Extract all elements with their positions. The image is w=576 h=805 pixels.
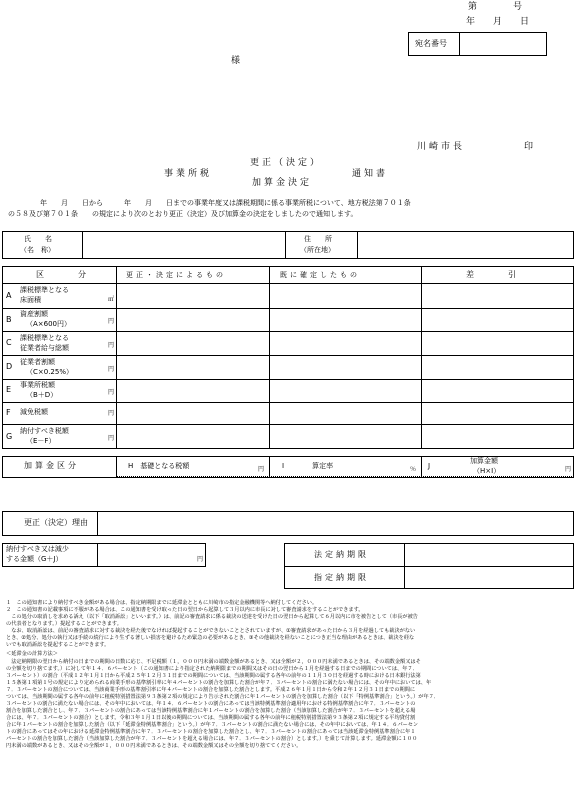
reason-label: 更正（決定）理由 xyxy=(24,518,88,527)
addition-amount-letter: J xyxy=(428,462,431,470)
row-b-label-1: 資産割額 xyxy=(20,310,48,318)
name-label-1: 氏 名 xyxy=(24,235,52,243)
row-c-unit: 円 xyxy=(108,342,115,349)
calc-line: 円未満の端数があるとき、又はその全額が１，０００円未満であるときは、その端数金額又はその全額を切り捨ててください。 xyxy=(6,743,302,749)
addressee-number-field[interactable] xyxy=(459,33,546,55)
base-tax-unit: 円 xyxy=(258,466,265,473)
address-label-1: 住 所 xyxy=(304,235,332,243)
designated-deadline-label: 指定納期限 xyxy=(314,573,369,582)
row-c-letter: C xyxy=(6,338,12,347)
note-line: なお、取消訴訟は、前記の審査請求に対する裁決を経た後でなければ提起することができないこととされていますが、①審査請求があった日から３月を経過しても裁決がない xyxy=(6,628,416,634)
row-d-label-2: （C×0.25%） xyxy=(26,368,73,376)
calc-line: ７．３パーセントの割合については、当該商業手形の基準割引率に年４パーセントの割合を加算した割合とします。平成２６年１月１日から令和２年１２月３１日までの期間に xyxy=(6,687,416,693)
calc-line: 割合を加算した割合とし、年７．３パーセントの割合にあっては当該特例基準割合に年１パーセントの割合を加算した割合（当該加算した割合が年７．３パーセントを超える場 xyxy=(6,708,416,714)
addition-amount-unit: 円 xyxy=(565,466,572,473)
row-e-letter: E xyxy=(6,385,12,394)
note-line: この処分の取消しを求める訴え（以下「取消訴訟」といいます。）は、前記の審査請求に係る裁決の送達を受けた日の翌日から起算して６月以内に市を被告として（市長が被告 xyxy=(6,614,418,620)
calc-line: パーセントの割合を加算した割合（当該加算した割合が年７．３パーセントを超える場合には、年７．３パーセントの割合）とします。）を乗じて計算します。延滞金額に１００ xyxy=(6,736,418,742)
note-line: １ この通知書により納付すべき金額がある場合は、指定納期限までに延滞金とともに川崎市の指定金融機関等へ納付してください。 xyxy=(6,600,318,606)
col-header-difference: 差 引 xyxy=(466,270,522,279)
legal-deadline-label: 法定納期限 xyxy=(314,550,369,559)
issuer-seal: 印 xyxy=(524,142,534,152)
note-line: ２ この通知書の記載事項に不服がある場合は、この通知書を受け取った日の翌日から起算して３月以内に市長に対して審査請求をすることができます。 xyxy=(6,607,364,613)
note-line: いでも取消訴訟を提起することができます。 xyxy=(6,642,110,648)
issuer-name: 川崎市長 xyxy=(417,142,466,152)
reason-field[interactable] xyxy=(98,512,573,535)
addition-category-label: 加算金区分 xyxy=(24,461,79,470)
row-a-letter: A xyxy=(6,291,12,300)
calc-line: １５条第１項第１号の規定により定められる商業手形の基準割引率に年４パーセントの割合を加算した割合が年７．３パーセントの割合に満たない場合には、その年中においては、年 xyxy=(6,680,432,686)
calc-line: トの割合にあってはその年における延滞金特例基準割合に年７．３パーセントの割合を加算した割合とし、年７．３パーセントの割合にあっては当該延滞金特例基準割合に年１ xyxy=(6,729,416,735)
legal-deadline-field[interactable] xyxy=(405,544,573,565)
calc-heading: ＜延滞金の計算方法＞ xyxy=(6,651,58,657)
row-d-label-1: 従業者割額 xyxy=(20,358,55,366)
row-b-unit: 円 xyxy=(108,318,115,325)
note-line: の代表者となります。）提起することができます。 xyxy=(6,621,122,627)
notice-date: 年 月 日 xyxy=(466,17,530,27)
name-field[interactable] xyxy=(83,232,284,258)
row-g-letter: G xyxy=(6,432,13,441)
address-field[interactable] xyxy=(358,232,573,258)
row-b-label-2: （A×600円） xyxy=(26,320,72,328)
row-a-label-1: 課税標準となる xyxy=(20,286,69,294)
row-f-letter: F xyxy=(6,408,11,417)
rate-label: I 算定率 xyxy=(282,462,334,470)
row-e-unit: 円 xyxy=(108,389,115,396)
intro-line-1: 年 月 日から 年 月 日までの事業年度又は課税期間に係る事業所税について、地方税法第７０１条 xyxy=(40,199,411,207)
payment-amount-label-2: する金額（G＋J） xyxy=(6,555,63,563)
tax-table xyxy=(2,266,574,449)
intro-line-2: の５８及び第７０１条 の規定により次のとおり更正（決定）及び加算金の決定をしましたので通知します。 xyxy=(8,210,358,218)
notice-number: 第 号 xyxy=(468,2,523,12)
payment-amount-label-1: 納付すべき又は減少 xyxy=(6,545,69,553)
row-g-unit: 円 xyxy=(108,435,115,442)
row-d-unit: 円 xyxy=(108,366,115,373)
honorific: 様 xyxy=(231,56,241,66)
base-tax-label: H 基礎となる税額 xyxy=(128,462,190,470)
addition-amount-label-1: 加算金額 xyxy=(470,457,498,465)
row-g-label-2: （E－F） xyxy=(26,437,56,445)
title-lower: 加算金決定 xyxy=(252,178,313,188)
calc-line: ３パーセントの割合に満たない場合には、その年中においては、年１４．６パーセントの割合にあっては当該特例基準割合適用年における特例基準割合に年７．３パーセントの xyxy=(6,701,416,707)
designated-deadline-field[interactable] xyxy=(405,567,573,588)
title-left: 事業所税 xyxy=(164,169,213,179)
payment-amount-unit: 円 xyxy=(197,556,204,563)
title-upper: 更正（決定） xyxy=(250,158,323,168)
col-header-revised: 更正・決定によるもの xyxy=(126,271,226,279)
calc-line: 法定納期限の翌日から納付の日までの期間の日数に応じ、不足税額（１，０００円未満の端数金額があるとき、又は全額が２，０００円未満であるときは、その端数金額又はそ xyxy=(6,659,421,665)
calc-line: の全額を切り捨てます。）に対して年１４．６パーセント（この通知書により指定された納期限までの期間又はその日の翌日から１月を経過する日までの期間については、年７． xyxy=(6,666,418,672)
row-e-label-1: 事業所税額 xyxy=(20,381,55,389)
col-header-confirmed: 既に確定したもの xyxy=(280,271,360,279)
row-f-label-1: 減免税額 xyxy=(20,408,48,416)
rate-unit: ％ xyxy=(410,466,417,473)
calc-line: ３パーセント）の割合（平成１２年１月１日から平成２５年１２月３１日までの期間については、当該期間の属する各年の前年の１１月３０日を経過する時における日本銀行法第 xyxy=(6,673,421,679)
addressee-number-label: 宛名番号 xyxy=(415,39,447,48)
row-f-unit: 円 xyxy=(108,410,115,417)
address-label-2: （所在地） xyxy=(300,246,335,254)
row-c-label-2: 従業者給与総額 xyxy=(20,344,69,352)
row-e-label-2: （B＋D） xyxy=(26,391,58,399)
row-b-letter: B xyxy=(6,315,12,324)
title-right: 通知書 xyxy=(352,169,389,179)
calc-line: 合に年１パーセントの割合を加算した割合（以下「延滞金特例基準割合」という。）が年７．３パーセントの割合に満たない場合には、その年中においては、年１４．６パーセン xyxy=(6,722,419,728)
calc-line: ついては、当該期間の属する各年の前年に租税特別措置法第９３条第２項の規定により告示された割合に年１パーセントの割合を加算した割合（以下「特例基準割合」という。）が年７． xyxy=(6,694,440,700)
row-d-letter: D xyxy=(6,362,13,371)
name-label-2: （名 称） xyxy=(20,246,55,254)
row-c-label-1: 課税標準となる xyxy=(20,334,69,342)
addition-amount-label-2: （H×I） xyxy=(473,467,501,475)
calc-line: 合には、年７．３パーセントの割合）とします。令和３年１月１日以後の期間については、当該期間の属する各年の前年に租税特別措置法第９３条第２項に規定する平均貸付割 xyxy=(6,715,416,721)
row-a-unit: ㎡ xyxy=(108,296,115,303)
row-g-label-1: 納付すべき税額 xyxy=(20,427,69,435)
col-header-category: 区 分 xyxy=(36,270,92,279)
note-line: とき、②処分、処分の執行又は手続の続行により生ずる著しい損害を避けるため緊急の必要があるとき、③その他裁決を経ないことにつき正当な理由があるときは、裁決を経な xyxy=(6,635,415,641)
row-a-label-2: 床面積 xyxy=(20,296,41,304)
